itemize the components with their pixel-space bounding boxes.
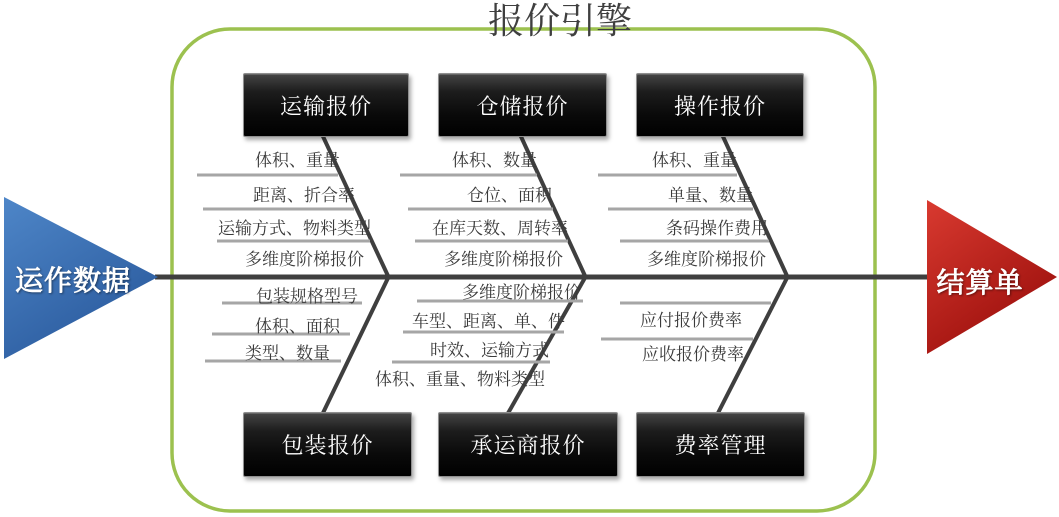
diagram-title: 报价引擎: [487, 0, 632, 41]
factor-label: 时效、运输方式: [430, 341, 549, 360]
box-transport-quote: 运输报价: [243, 73, 409, 137]
factor-label: 条码操作费用: [666, 219, 768, 238]
box-rate-management: 费率管理: [636, 412, 805, 477]
factor-label: 仓位、面积: [467, 186, 552, 205]
factor-label: 体积、数量: [452, 151, 537, 170]
factor-label: 应付报价费率: [640, 311, 742, 330]
output-arrow-label: 结算单: [936, 267, 1024, 298]
factor-label: 多维度阶梯报价: [647, 250, 766, 269]
factor-label: 距离、折合率: [253, 186, 355, 205]
box-warehouse-quote: 仓储报价: [438, 73, 607, 137]
factor-label: 包装规格型号: [256, 287, 358, 306]
factor-label: 应收报价费率: [642, 345, 744, 364]
box-operation-quote: 操作报价: [636, 73, 804, 137]
factor-label: 在库天数、周转率: [432, 219, 568, 238]
factor-label: 体积、重量: [652, 151, 737, 170]
factor-label: 多维度阶梯报价: [245, 250, 364, 269]
factor-label: 体积、重量: [255, 151, 340, 170]
factor-label: 多维度阶梯报价: [462, 283, 581, 302]
input-arrow-label: 运作数据: [14, 265, 131, 296]
factor-label: 多维度阶梯报价: [444, 250, 563, 269]
factor-label: 体积、面积: [255, 317, 340, 336]
box-packaging-quote: 包装报价: [243, 412, 412, 477]
factor-label: 体积、重量、物料类型: [375, 370, 545, 389]
factor-label: 运输方式、物料类型: [218, 219, 371, 238]
factor-label: 单量、数量: [668, 186, 753, 205]
factor-label: 类型、数量: [245, 344, 330, 363]
factor-label: 车型、距离、单、件: [412, 312, 565, 331]
box-carrier-quote: 承运商报价: [438, 412, 618, 477]
